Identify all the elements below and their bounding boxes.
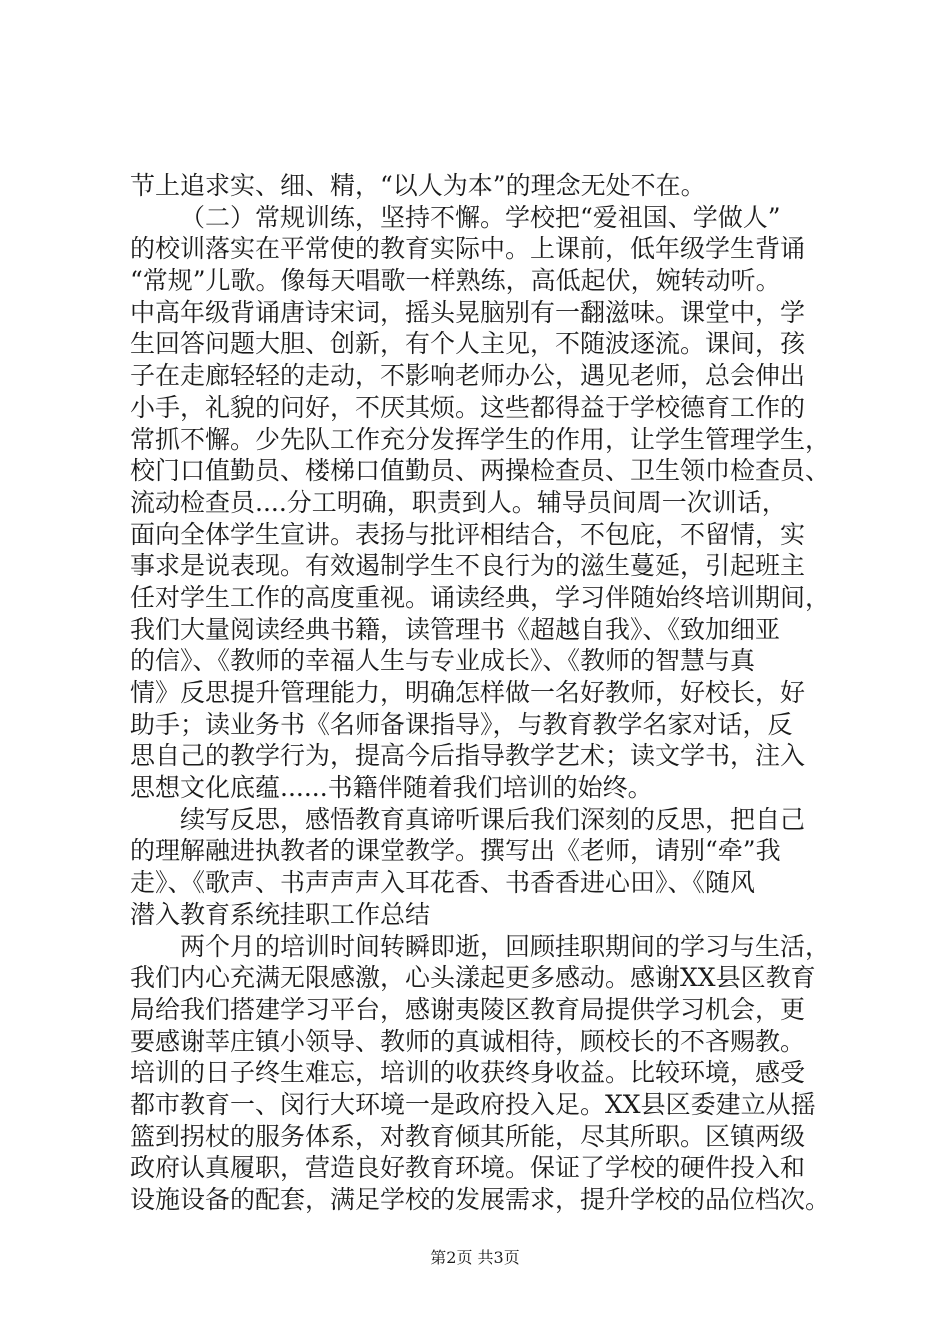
page-number-footer: 第2页 共3页 bbox=[430, 1248, 520, 1267]
text-line: 任对学生工作的高度重视。诵读经典，学习伴随始终培训期间， bbox=[130, 582, 831, 612]
text-line: 中高年级背诵唐诗宋词，摇头晃脑别有一翻滋味。课堂中，学 bbox=[130, 297, 806, 327]
text-line: 流动检查员....分工明确，职责到人。辅导员间周一次训话， bbox=[130, 487, 787, 517]
text-line: （二）常规训练，坚持不懈。学校把“爱祖国、学做人” bbox=[180, 202, 781, 232]
text-line: 我们内心充满无限感激，心头漾起更多感动。感谢XX县区教育 bbox=[130, 963, 816, 993]
text-line: 的理解融进执教者的课堂教学。撰写出《老师，请别“牵”我 bbox=[130, 836, 781, 866]
text-line: 政府认真履职，营造良好教育环境。保证了学校的硬件投入和 bbox=[130, 1153, 806, 1183]
text-line: 思想文化底蕴......书籍伴随着我们培训的始终。 bbox=[130, 773, 653, 803]
text-line: 面向全体学生宣讲。表扬与批评相结合，不包庇，不留情，实 bbox=[130, 519, 806, 549]
text-line: 两个月的培训时间转瞬即逝，回顾挂职期间的学习与生活， bbox=[180, 931, 831, 961]
text-line: 续写反思，感悟教育真谛听课后我们深刻的反思，把自己 bbox=[180, 804, 806, 834]
text-line: 走》、《歌声、书声声声入耳花香、书香香进心田》、《随风 bbox=[130, 868, 756, 898]
text-line: 的信》、《教师的幸福人生与专业成长》、《教师的智慧与真 bbox=[130, 646, 756, 676]
text-line: 培训的日子终生难忘，培训的收获终身收益。比较环境，感受 bbox=[130, 1058, 806, 1088]
text-line: 潜入教育系统挂职工作总结 bbox=[130, 899, 431, 929]
text-line: 局给我们搭建学习平台，感谢夷陵区教育局提供学习机会，更 bbox=[130, 994, 806, 1024]
text-line: 助手；读业务书《名师备课指导》，与教育教学名家对话，反 bbox=[130, 709, 793, 739]
text-line: 节上追求实、细、精，“以人为本”的理念无处不在。 bbox=[130, 171, 706, 200]
text-line: 都市教育一、闵行大环境一是政府投入足。XX县区委建立从摇 bbox=[130, 1089, 816, 1119]
text-line: 小手，礼貌的问好，不厌其烦。这些都得益于学校德育工作的 bbox=[130, 392, 806, 422]
text-line: 要感谢莘庄镇小领导、教师的真诚相待，顾校长的不吝赐教。 bbox=[130, 1026, 806, 1056]
text-line: 篮到拐杖的服务体系，对教育倾其所能，尽其所职。区镇两级 bbox=[130, 1121, 806, 1151]
text-line: 校门口值勤员、楼梯口值勤员、两操检查员、卫生领巾检查员、 bbox=[130, 456, 831, 486]
text-line: 生回答问题大胆、创新，有个人主见，不随波逐流。课间，孩 bbox=[130, 329, 806, 359]
text-line: 事求是说表现。有效遏制学生不良行为的滋生蔓延，引起班主 bbox=[130, 551, 806, 581]
text-line: 思自己的教学行为，提高今后指导教学艺术；读文学书，注入 bbox=[130, 741, 806, 771]
document-body bbox=[130, 170, 830, 1216]
text-line: 我们大量阅读经典书籍，读管理书《超越自我》、《致加细亚 bbox=[130, 614, 781, 644]
text-line: 子在走廊轻轻的走动，不影响老师办公，遇见老师，总会伸出 bbox=[130, 361, 806, 391]
text-line: “常规”儿歌。像每天唱歌一样熟练，高低起伏，婉转动听。 bbox=[130, 266, 781, 296]
text-line: 设施设备的配套，满足学校的发展需求，提升学校的品位档次。 bbox=[130, 1185, 831, 1214]
text-line: 常抓不懈。少先队工作充分发挥学生的作用，让学生管理学生， bbox=[130, 424, 831, 454]
text-line: 的校训落实在平常使的教育实际中。上课前，低年级学生背诵 bbox=[130, 234, 806, 264]
text-line: 情》反思提升管理能力，明确怎样做一名好教师，好校长，好 bbox=[130, 678, 806, 707]
